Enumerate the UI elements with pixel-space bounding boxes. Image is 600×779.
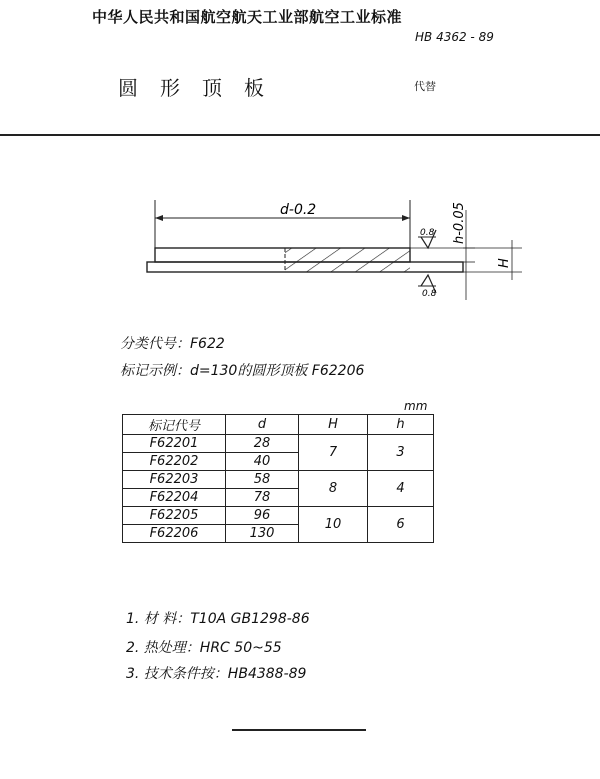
cell-h: 3 xyxy=(368,435,434,471)
standard-number: HB 4362 - 89 xyxy=(415,30,494,44)
marking-example: 标记示例：d=130的圆形顶板 F62206 xyxy=(120,363,365,379)
table-row xyxy=(123,435,434,453)
cell-d: 130 xyxy=(226,525,299,543)
cell-d: 78 xyxy=(226,489,299,507)
end-line xyxy=(232,729,366,731)
table-header-row xyxy=(123,415,434,435)
cell-H: 7 xyxy=(299,435,368,471)
cell-d: 40 xyxy=(226,453,299,471)
dimension-table xyxy=(122,414,434,543)
cell-h: 4 xyxy=(368,471,434,507)
header-code: 标记代号 xyxy=(123,415,226,435)
roughness-value-top: 0.8 xyxy=(420,228,435,238)
header-H: H xyxy=(299,415,368,435)
roughness-value-bottom: 0.8 xyxy=(422,289,437,299)
cell-h: 6 xyxy=(368,507,434,543)
diameter-label: d-0.2 xyxy=(280,202,317,218)
note-technical-conditions: 3. 技术条件按：HB4388-89 xyxy=(126,666,307,682)
cell-d: 96 xyxy=(226,507,299,525)
cell-code: F62205 xyxy=(123,507,226,525)
table-row xyxy=(123,471,434,489)
header-d: d xyxy=(226,415,299,435)
cell-H: 10 xyxy=(299,507,368,543)
cell-d: 28 xyxy=(226,435,299,453)
thickness-label: h-0.05 xyxy=(452,202,467,244)
document-title: 圆形顶板 xyxy=(118,76,286,100)
table-row xyxy=(123,507,434,525)
cell-code: F62203 xyxy=(123,471,226,489)
header-divider xyxy=(0,134,600,136)
replaces-label: 代替 xyxy=(414,80,436,93)
cell-code: F62204 xyxy=(123,489,226,507)
section-hatch xyxy=(285,248,410,272)
height-label: H xyxy=(497,258,512,268)
cell-code: F62202 xyxy=(123,453,226,471)
classification-code: 分类代号：F622 xyxy=(120,336,225,352)
cell-code: F62201 xyxy=(123,435,226,453)
note-material: 1. 材 料：T10A GB1298-86 xyxy=(126,611,310,627)
unit-label: mm xyxy=(404,399,428,413)
header-h: h xyxy=(368,415,434,435)
cell-H: 8 xyxy=(299,471,368,507)
cell-code: F62206 xyxy=(123,525,226,543)
note-heat-treatment: 2. 热处理：HRC 50~55 xyxy=(126,640,282,656)
cell-d: 58 xyxy=(226,471,299,489)
part-drawing xyxy=(130,190,530,310)
standard-body-title: 中华人民共和国航空航天工业部航空工业标准 xyxy=(92,8,403,26)
